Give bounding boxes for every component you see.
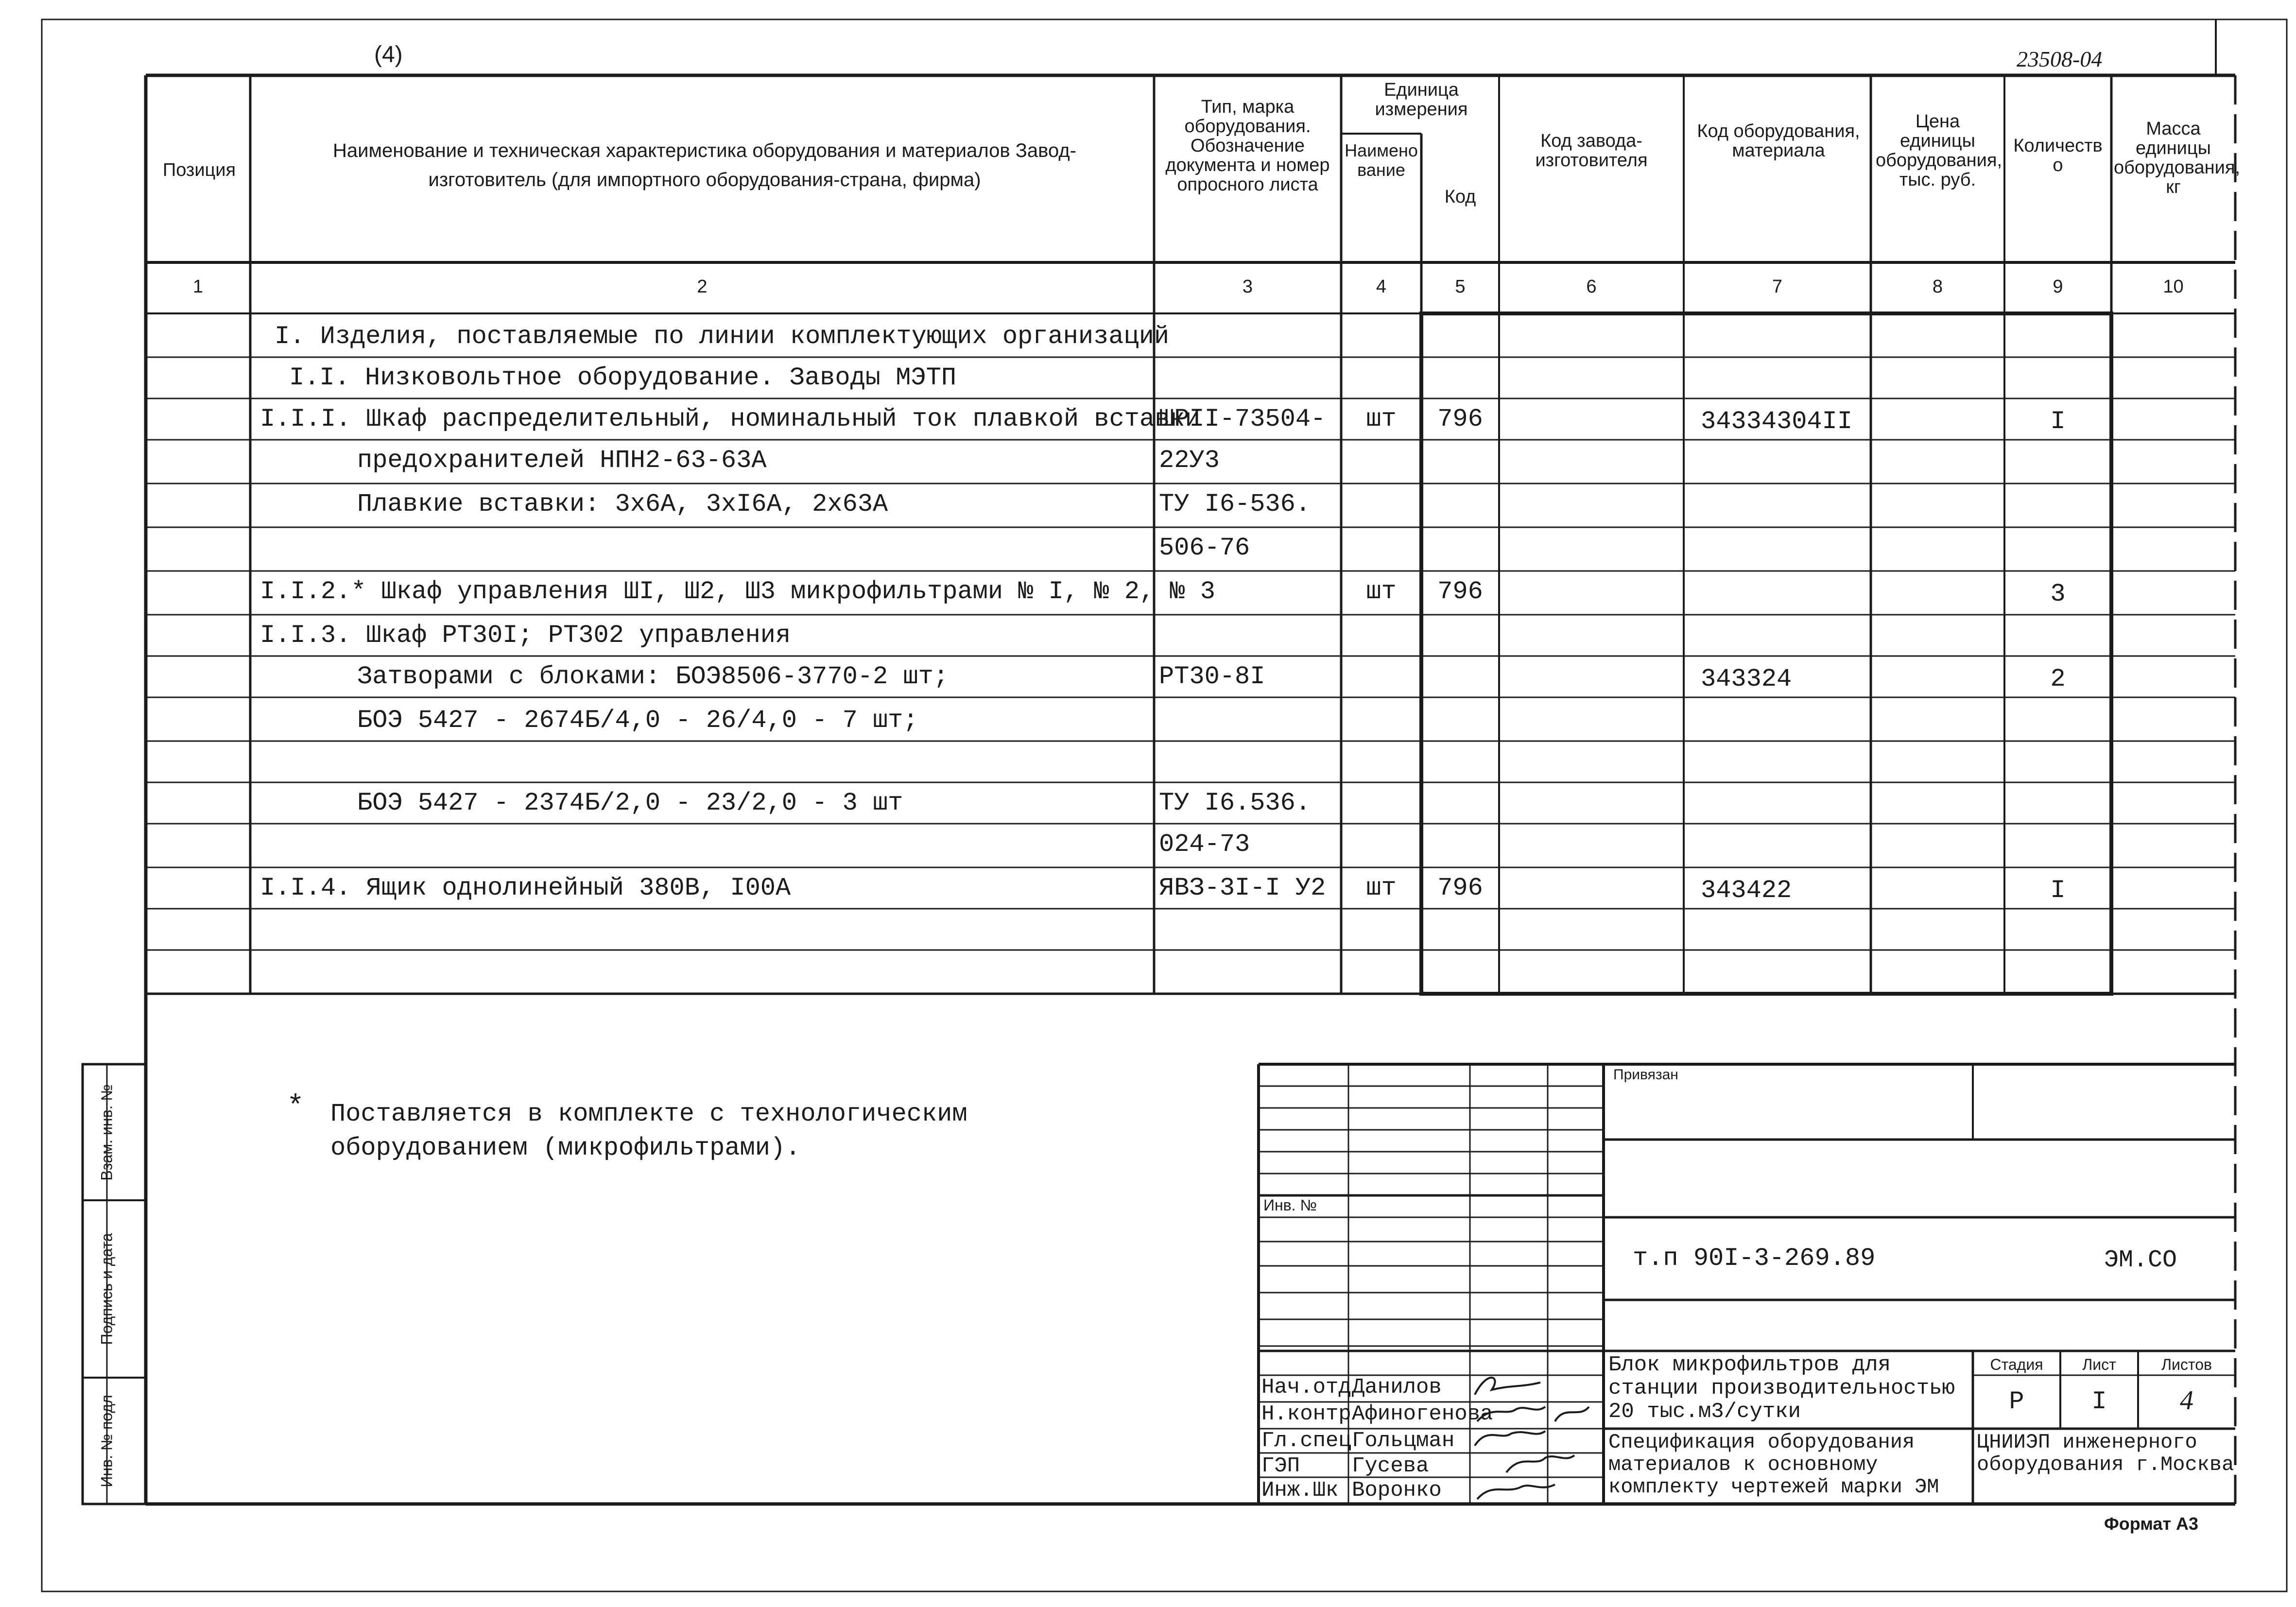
col-num: 1 xyxy=(192,276,204,297)
col-header-position: Позиция xyxy=(162,160,236,180)
table-row-name: Затворами с блоками: БОЭ8506-3770-2 шт; xyxy=(357,662,949,691)
table-row-unit: шт xyxy=(1366,577,1397,606)
doc-number: 23508-04 xyxy=(2017,47,2103,71)
table-row-qty: I xyxy=(2050,876,2066,905)
col-header-equipment-code: Код оборудования, материала xyxy=(1697,121,1860,161)
tb-sheets: 4 xyxy=(2180,1385,2193,1416)
tb-privyazan-label: Привязан xyxy=(1613,1067,1678,1083)
col-num: 3 xyxy=(1242,276,1253,297)
tb-sheet-title: Спецификация оборудования материалов к основному комплекту чертежей марки ЭМ xyxy=(1608,1431,1939,1499)
col-header-type: Тип, марка оборудования. Обозначение документа и номер опросного листа xyxy=(1165,97,1330,195)
table-row-type: РТ30-8I xyxy=(1159,662,1265,691)
table-row-name: I.I.2.* Шкаф управления ШI, Ш2, Ш3 микрофильтрами № I, № 2, № 3 xyxy=(260,577,1215,606)
table-row-type: 024-73 xyxy=(1159,830,1250,859)
tb-role: ГЭП xyxy=(1261,1454,1300,1478)
col-num: 4 xyxy=(1376,276,1387,297)
col-header-quantity: Количество xyxy=(2013,136,2103,175)
format-label: Формат А3 xyxy=(2104,1514,2199,1534)
table-row-name: БОЭ 5427 - 2374Б/2,0 - 23/2,0 - 3 шт xyxy=(357,789,903,817)
table-row-type: 506-76 xyxy=(1159,534,1250,562)
table-row-name: I.I. Низковольтное оборудование. Заводы МЭТП xyxy=(289,363,957,392)
tb-person: Воронко xyxy=(1352,1478,1442,1503)
tb-person: Афиногенова xyxy=(1352,1402,1493,1426)
col-num: 7 xyxy=(1772,276,1783,297)
table-row-unit-code: 796 xyxy=(1437,405,1483,433)
table-row-qty: I xyxy=(2050,407,2066,436)
tb-role: Н.контр xyxy=(1261,1402,1351,1426)
table-row-name: БОЭ 5427 - 2674Б/4,0 - 26/4,0 - 7 шт; xyxy=(357,706,918,735)
tb-sheet-label: Лист xyxy=(2082,1356,2116,1373)
table-row-name: Плавкие вставки: 3х6А, 3хI6А, 2х63А xyxy=(357,490,888,518)
col-header-unit-code: Код xyxy=(1444,187,1476,207)
col-num: 5 xyxy=(1455,276,1466,297)
table-row-unit-code: 796 xyxy=(1437,874,1483,902)
table-row-code: 343324 xyxy=(1701,665,1792,693)
col-num: 6 xyxy=(1586,276,1597,297)
table-row-type: ТУ I6.536. xyxy=(1159,789,1311,817)
tb-person: Данилов xyxy=(1352,1375,1442,1400)
table-row-type: ШРII-73504- xyxy=(1159,405,1326,433)
col-num: 2 xyxy=(697,276,708,297)
table-row-code: 34334304II xyxy=(1701,407,1853,436)
col-header-name: Наименование и техническая характеристика оборудования и материалов Завод-изготовитель (для импортного оборудования-страна, фирма) xyxy=(333,140,1076,190)
table-row-name: предохранителей НПН2-63-63А xyxy=(357,446,767,475)
tb-stage: Р xyxy=(2009,1387,2024,1416)
col-num: 9 xyxy=(2053,276,2063,297)
side-stamp-original: Инв. № подл xyxy=(98,1394,116,1487)
tb-role: Инж.Шк xyxy=(1261,1478,1339,1503)
footnote-line-1: Поставляется в комплекте с технологическим xyxy=(330,1100,967,1128)
table-row-qty: 2 xyxy=(2050,665,2066,693)
table-row-unit-code: 796 xyxy=(1437,577,1483,606)
table-row-qty: 3 xyxy=(2050,580,2066,608)
table-row-name: I.I.3. Шкаф РТ30I; РТ302 управления xyxy=(260,621,791,650)
col-header-unit-group: Единица измерения xyxy=(1375,80,1468,120)
tb-project-title: Блок микрофильтров для станции производительностью 20 тыс.м3/сутки xyxy=(1608,1353,1955,1424)
tb-inv-label: Инв. № xyxy=(1263,1196,1317,1214)
table-row-code: 343422 xyxy=(1701,876,1792,905)
tb-stage-label: Стадия xyxy=(1990,1356,2043,1373)
sheet-marker: (4) xyxy=(374,42,403,68)
tb-role: Гл.спец xyxy=(1261,1429,1351,1453)
col-num: 8 xyxy=(1932,276,1943,297)
table-row-unit: шт xyxy=(1366,405,1397,433)
col-num: 10 xyxy=(2163,276,2184,297)
table-row-name: I. Изделия, поставляемые по линии комплектующих организаций xyxy=(275,322,1170,351)
col-header-price: Цена единицы оборудования, тыс. руб. xyxy=(1876,111,2003,190)
table-row-unit: шт xyxy=(1366,874,1397,902)
tb-organization: ЦНИИЭП инженерного оборудования г.Москва xyxy=(1977,1431,2234,1476)
table-row-name: I.I.I. Шкаф распределительный, номинальный ток плавкой вставки xyxy=(260,405,1200,433)
col-header-mass: Масса единицы оборудования, кг xyxy=(2114,119,2241,197)
tb-mark-code: ЭМ.СО xyxy=(2104,1246,2177,1274)
tb-sheets-label: Листов xyxy=(2161,1356,2212,1373)
side-stamp-signature: Подпись и дата xyxy=(98,1233,116,1345)
col-header-unit-name: Наименование xyxy=(1345,140,1418,180)
table-row-type: 22У3 xyxy=(1159,446,1220,475)
side-stamp-replacement: Взам. инв. № xyxy=(98,1084,116,1181)
table-row-name: I.I.4. Ящик однолинейный 380В, I00А xyxy=(260,874,791,902)
signatures xyxy=(1475,1378,1589,1499)
tb-sheet: I xyxy=(2091,1387,2107,1416)
tb-person: Гусева xyxy=(1352,1454,1429,1478)
table-row-type: ЯВЗ-3I-I У2 xyxy=(1159,874,1326,902)
tb-role: Нач.отд xyxy=(1261,1375,1351,1400)
col-header-factory-code: Код завода-изготовителя xyxy=(1535,131,1648,171)
tb-person: Гольцман xyxy=(1352,1429,1455,1453)
tb-doc-code: т.п 90I-3-269.89 xyxy=(1633,1244,1876,1273)
footnote-mark: * xyxy=(287,1091,305,1124)
table-row-type: ТУ I6-536. xyxy=(1159,490,1311,518)
footnote-line-2: оборудованием (микрофильтрами). xyxy=(330,1134,801,1162)
